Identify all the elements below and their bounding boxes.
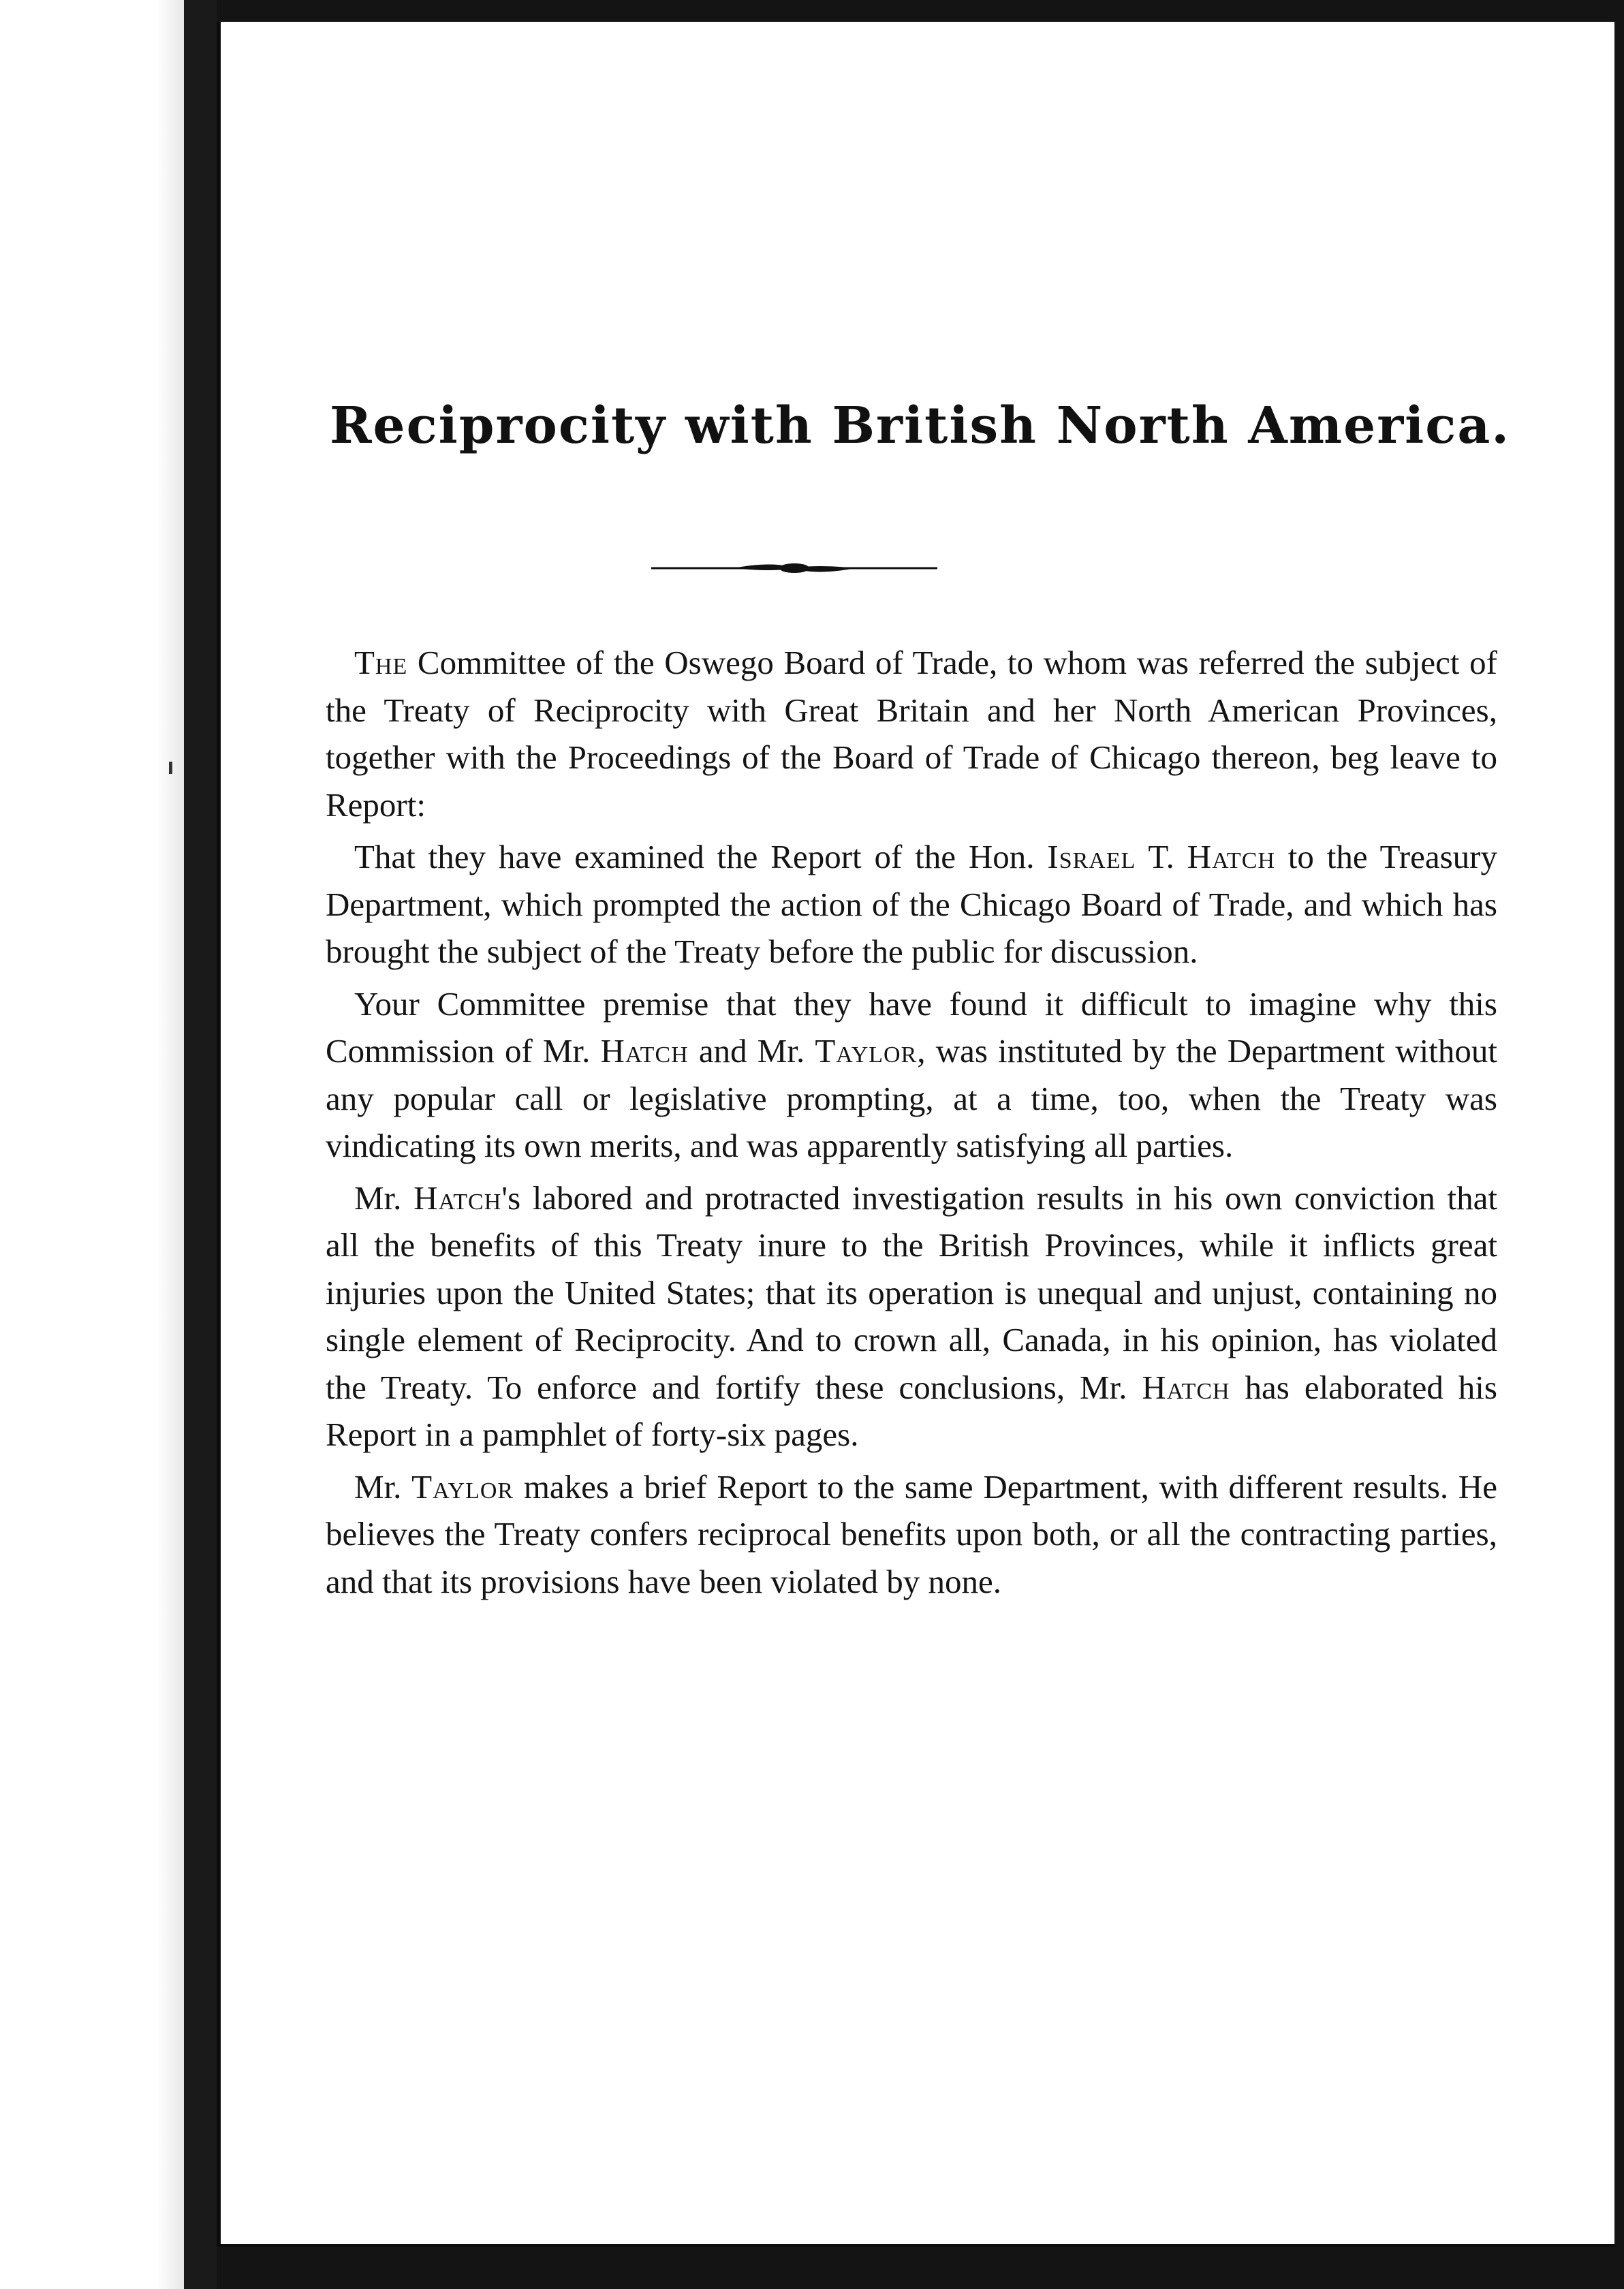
paragraph-text: makes a brief Report to the same Department, with different results. He believes the Treaty confers reciprocal benefits upon both, or all the contracting parties, and that its provisions have been violated by none. <box>326 1467 1497 1600</box>
previous-page-edge <box>0 0 184 2289</box>
paragraph-text: Mr. <box>354 1179 414 1217</box>
body-paragraph <box>326 1463 1497 1606</box>
small-caps-name: Taylor <box>411 1467 514 1506</box>
paragraph-text: to the Treasury Department, which prompted the action of the Chicago Board of Trade, and which has brought the subject of the Treaty before the public for discussion. <box>326 838 1497 970</box>
paragraph-text: Mr. <box>354 1467 412 1506</box>
paragraph-text: and Mr. <box>688 1032 815 1070</box>
document-title: Reciprocity with British North America. <box>330 396 1511 455</box>
page-edge-shadow <box>157 0 184 2289</box>
small-caps-name: Taylor <box>815 1032 918 1070</box>
paragraph-text: T. <box>1136 838 1187 875</box>
small-caps-name: The <box>354 644 408 681</box>
book-gutter <box>184 0 217 2289</box>
document-page <box>217 22 1614 2247</box>
title-ornament-rule <box>651 559 937 578</box>
body-paragraph <box>326 980 1497 1170</box>
paragraph-text: has elaborated his Report in a pamphlet of forty-six pages. <box>326 1368 1497 1453</box>
paragraph-text: Committee of the Oswego Board of Trade, to whom was referred the subject of the Treaty of Reciprocity with Great Britain and her North American Provinces, together with the Proceedings of the Board of Trade of Chicago thereon, beg leave to Report: <box>326 644 1497 824</box>
body-paragraph <box>326 1174 1497 1459</box>
small-caps-name: Hatch <box>600 1032 689 1070</box>
paragraph-text: , was instituted by the Department without any popular call or legislative prompting, at a time, too, when the Treaty was vindicating its own merits, and was apparently satisfying all parties. <box>326 1032 1497 1164</box>
report-body <box>326 639 1497 1610</box>
body-paragraph <box>326 833 1497 976</box>
small-caps-name: Hatch <box>1187 838 1275 875</box>
small-caps-name: Hatch <box>1142 1368 1230 1406</box>
margin-mark <box>169 762 172 774</box>
paragraph-text: Your Committee premise that they have found it difficult to imagine why this Commission of Mr. <box>326 984 1497 1070</box>
small-caps-name: Hatch <box>413 1179 502 1217</box>
body-paragraph <box>326 639 1497 828</box>
small-caps-name: Israel <box>1047 838 1136 875</box>
paragraph-text: That they have examined the Report of the Hon. <box>354 838 1048 875</box>
paragraph-text: 's labored and protracted investigation results in his own conviction that all the benefits of this Treaty inure to the British Provinces, while it inflicts great injuries upon the United States; that its operation is unequal and unjust, containing no single element of Reciprocity. And to crown all, Canada, in his opinion, has violated the Treaty. To enforce and fortify these conclusions, Mr. <box>326 1179 1498 1406</box>
